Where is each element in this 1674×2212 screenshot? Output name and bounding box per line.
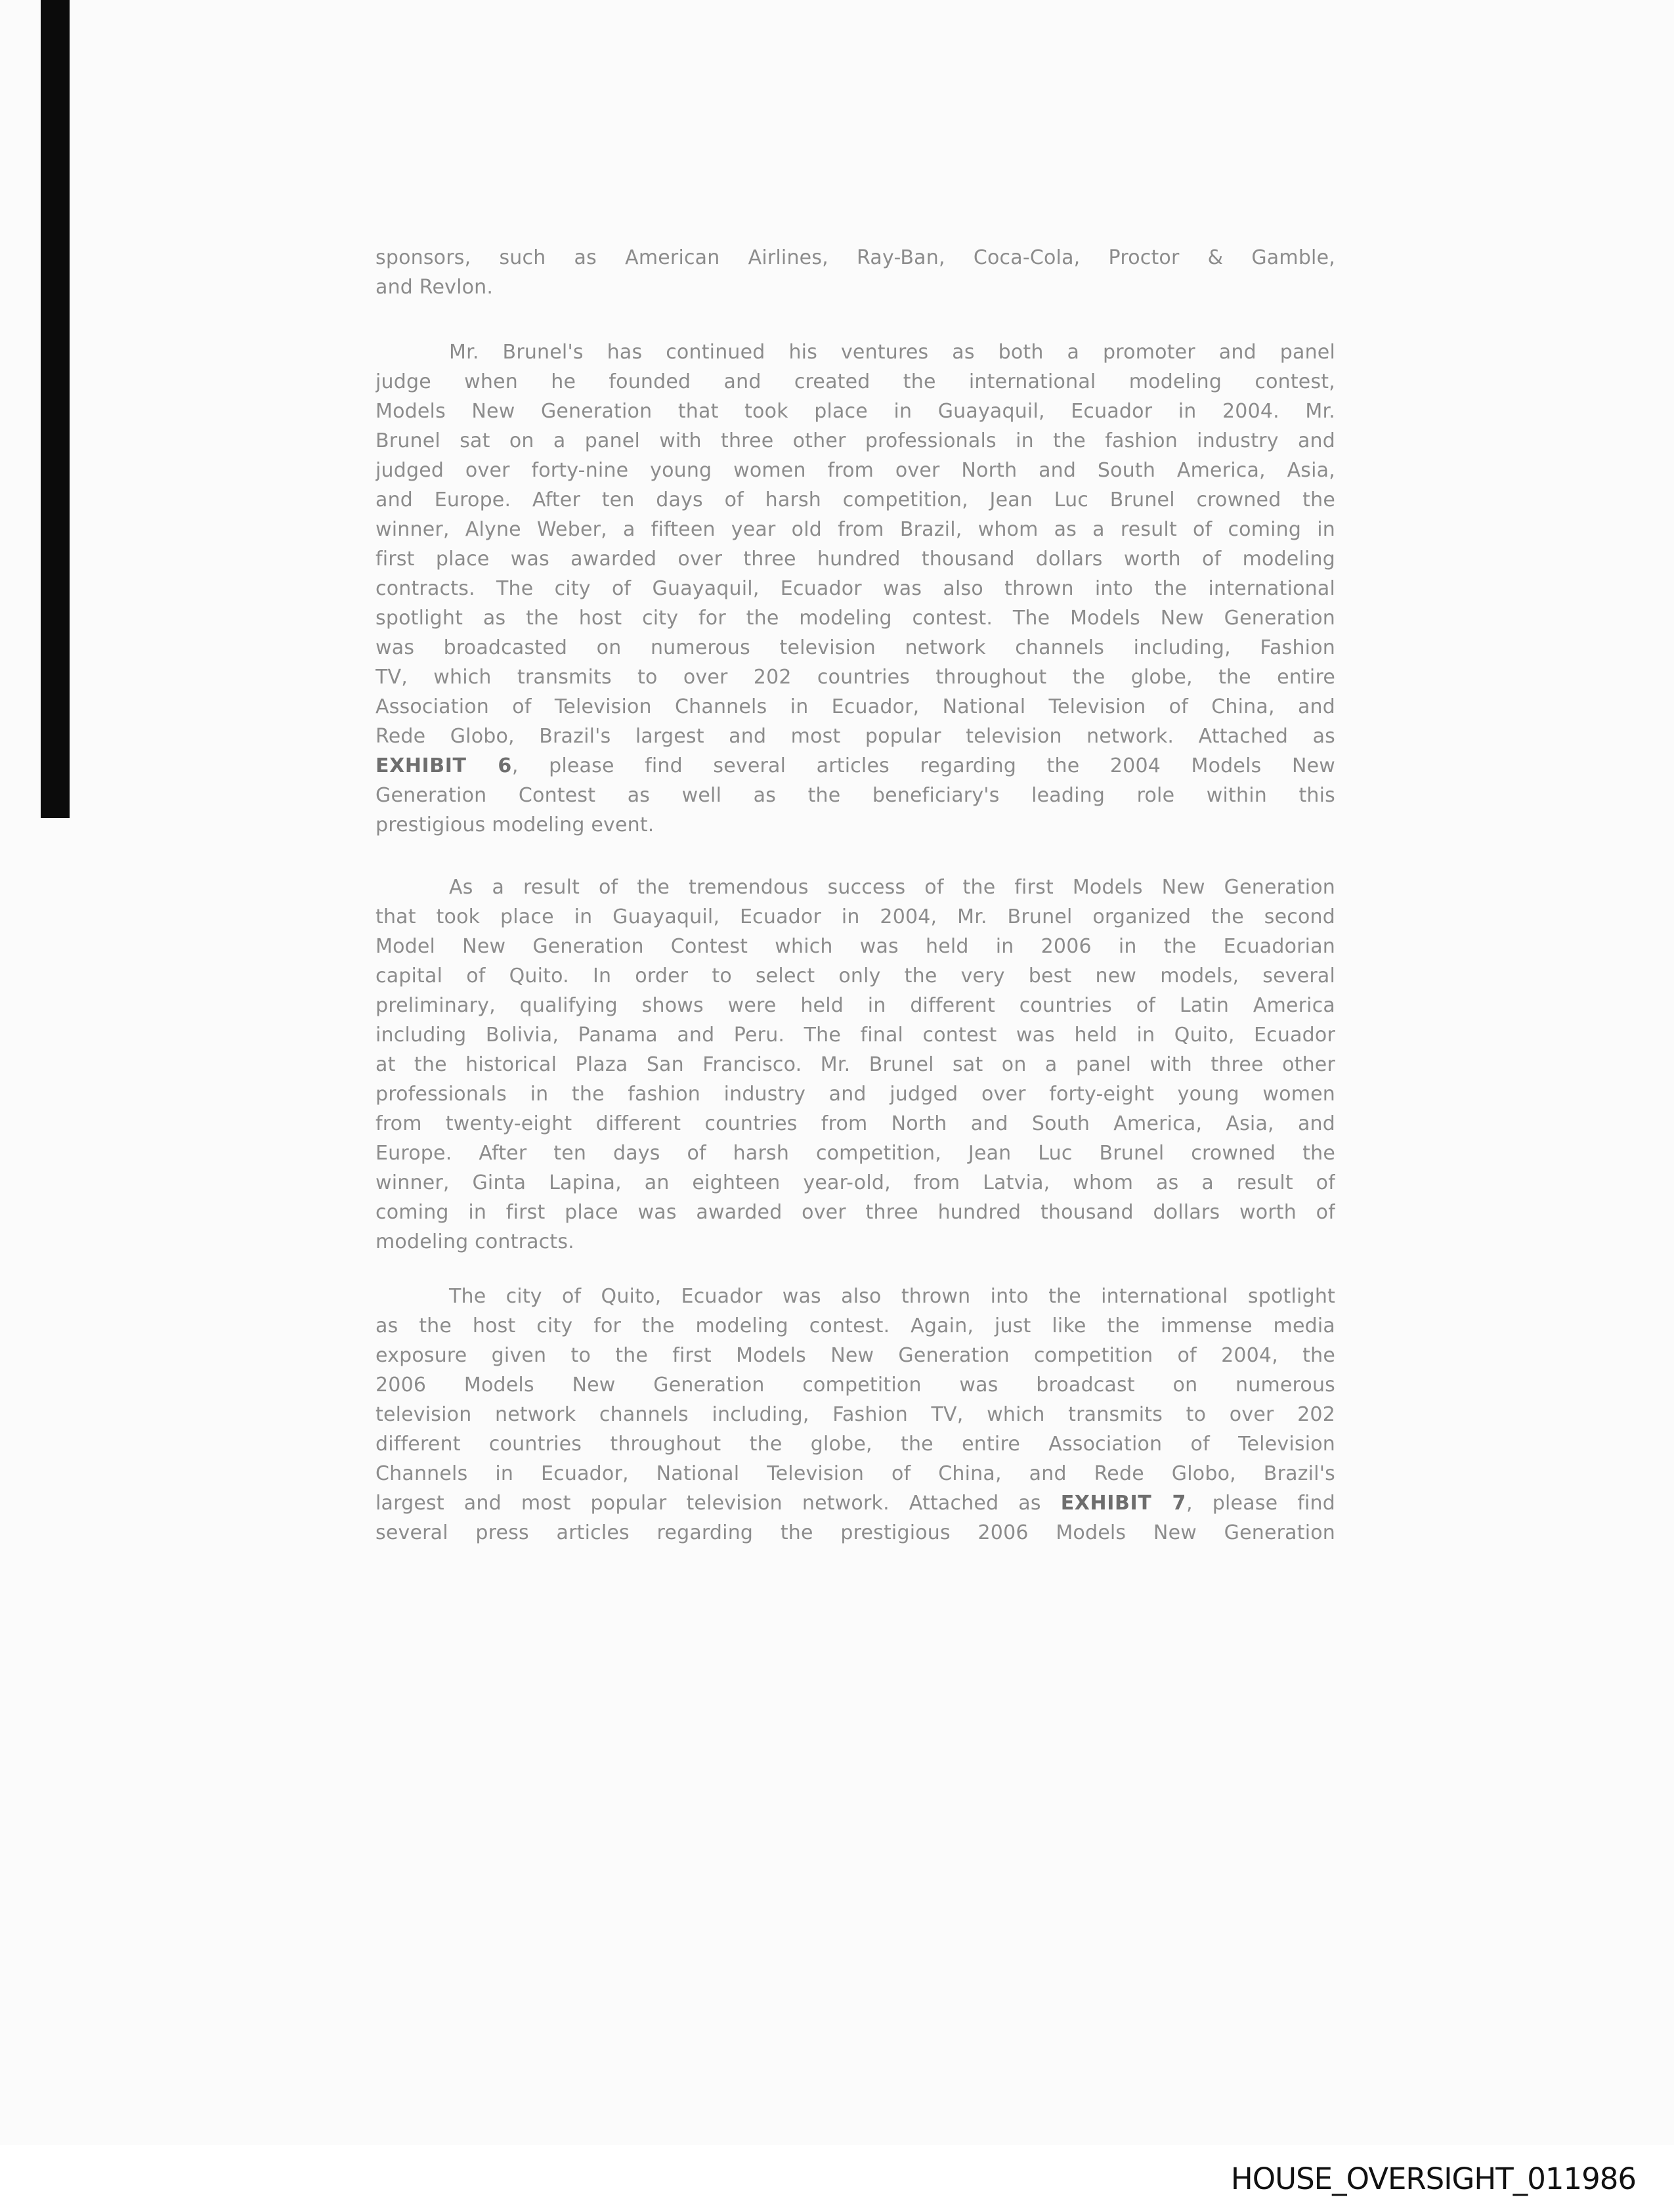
text-segment: TV, which transmits to over 202 countries throughout the globe, the entire [376,666,1335,689]
text-line [376,932,1335,961]
text-line [376,485,1335,515]
text-line [376,1400,1335,1429]
text-segment: capital of Quito. In order to select only the very best new models, several [376,965,1335,987]
text-line [376,961,1335,991]
text-segment: including Bolivia, Panama and Peru. The final contest was held in Quito, Ecuador [376,1024,1335,1047]
text-line [376,1227,1335,1257]
text-line [376,1429,1335,1459]
text-line [376,1168,1335,1198]
text-line [376,272,1335,302]
text-segment: as the host city for the modeling contest. Again, just like the immense media [376,1314,1335,1337]
paragraph [376,337,1335,840]
text-line [376,515,1335,544]
text-segment: several press articles regarding the prestigious 2006 Models New Generation [376,1521,1335,1544]
text-line [376,810,1335,840]
text-line [376,1079,1335,1109]
text-line [376,1518,1335,1548]
text-line [376,1109,1335,1139]
text-line [376,1341,1335,1370]
text-line [376,397,1335,426]
text-line [376,1020,1335,1050]
text-segment: contracts. The city of Guayaquil, Ecuador was also thrown into the international [376,577,1335,600]
text-segment: Brunel sat on a panel with three other professionals in the fashion industry and [376,429,1335,452]
text-segment: prestigious modeling event. [376,813,655,836]
text-segment: exposure given to the first Models New Generation competition of 2004, the [376,1344,1335,1367]
text-segment: winner, Alyne Weber, a fifteen year old from Brazil, whom as a result of coming in [376,518,1335,541]
text-segment: , please find several articles regarding the 2004 Models New [511,754,1335,777]
text-segment: Models New Generation that took place in Guayaquil, Ecuador in 2004. Mr. [376,400,1335,423]
text-line [376,662,1335,692]
text-line [376,243,1335,272]
text-line [376,574,1335,603]
text-line [376,1459,1335,1488]
text-line [376,781,1335,810]
text-segment: The city of Quito, Ecuador was also thrown into the international spotlight [449,1285,1335,1308]
text-line [376,426,1335,456]
text-segment: Rede Globo, Brazil's largest and most popular television network. Attached as [376,725,1335,748]
text-segment: Europe. After ten days of harsh competition, Jean Luc Brunel crowned the [376,1142,1335,1165]
text-segment: Mr. Brunel's has continued his ventures as both a promoter and panel [449,341,1335,364]
exhibit-reference: EXHIBIT 6 [376,754,512,777]
text-segment: Channels in Ecuador, National Television of China, and Rede Globo, Brazil's [376,1462,1335,1485]
text-segment: from twenty-eight different countries from North and South America, Asia, and [376,1112,1335,1135]
text-segment: judge when he founded and created the international modeling contest, [376,370,1335,393]
text-segment: 2006 Models New Generation competition was broadcast on numerous [376,1374,1335,1397]
text-line [376,1311,1335,1341]
text-segment: at the historical Plaza San Francisco. Mr. Brunel sat on a panel with three other [376,1053,1335,1076]
text-segment: different countries throughout the globe, the entire Association of Television [376,1433,1335,1456]
text-segment: modeling contracts. [376,1230,574,1253]
paragraph [376,243,1335,302]
text-line [376,1282,1335,1311]
text-segment: coming in first place was awarded over three hundred thousand dollars worth of [376,1201,1335,1224]
text-line [376,991,1335,1020]
text-segment: that took place in Guayaquil, Ecuador in 2004, Mr. Brunel organized the second [376,905,1335,928]
text-segment: television network channels including, Fashion TV, which transmits to over 202 [376,1403,1335,1426]
text-segment: winner, Ginta Lapina, an eighteen year-old, from Latvia, whom as a result of [376,1171,1335,1194]
paragraph [376,1282,1335,1548]
text-segment: sponsors, such as American Airlines, Ray-Ban, Coca-Cola, Proctor & Gamble, [376,246,1335,269]
text-line [376,902,1335,932]
text-line [376,692,1335,722]
text-segment: , please find [1186,1492,1335,1515]
text-line [376,722,1335,751]
bates-number: HOUSE_OVERSIGHT_011986 [1230,2161,1636,2196]
text-line [376,1050,1335,1079]
paragraph [376,873,1335,1257]
text-segment: Model New Generation Contest which was held in 2006 in the Ecuadorian [376,935,1335,958]
text-line [376,1198,1335,1227]
exhibit-reference: EXHIBIT 7 [1060,1492,1187,1515]
text-segment: spotlight as the host city for the modeling contest. The Models New Generation [376,607,1335,630]
text-segment: judged over forty-nine young women from over North and South America, Asia, [376,459,1335,482]
text-line [376,367,1335,397]
text-line [376,751,1335,781]
text-line [376,456,1335,485]
text-segment: As a result of the tremendous success of the first Models New Generation [449,876,1335,899]
text-segment: first place was awarded over three hundred thousand dollars worth of modeling [376,548,1335,571]
text-segment: and Revlon. [376,276,494,299]
text-line [376,544,1335,574]
text-segment: Generation Contest as well as the beneficiary's leading role within this [376,784,1335,807]
text-line [376,873,1335,902]
text-line [376,1488,1335,1518]
text-line [376,1139,1335,1168]
text-line [376,633,1335,662]
text-segment: professionals in the fashion industry and judged over forty-eight young women [376,1083,1335,1106]
text-segment: Association of Television Channels in Ecuador, National Television of China, and [376,695,1335,718]
text-line [376,1370,1335,1400]
text-segment: largest and most popular television network. Attached as [376,1492,1061,1515]
scan-artifact-bar [41,0,70,818]
text-segment: preliminary, qualifying shows were held in different countries of Latin America [376,994,1335,1017]
text-segment: was broadcasted on numerous television network channels including, Fashion [376,636,1335,659]
text-line [376,603,1335,633]
text-segment: and Europe. After ten days of harsh competition, Jean Luc Brunel crowned the [376,488,1335,511]
text-line [376,337,1335,367]
